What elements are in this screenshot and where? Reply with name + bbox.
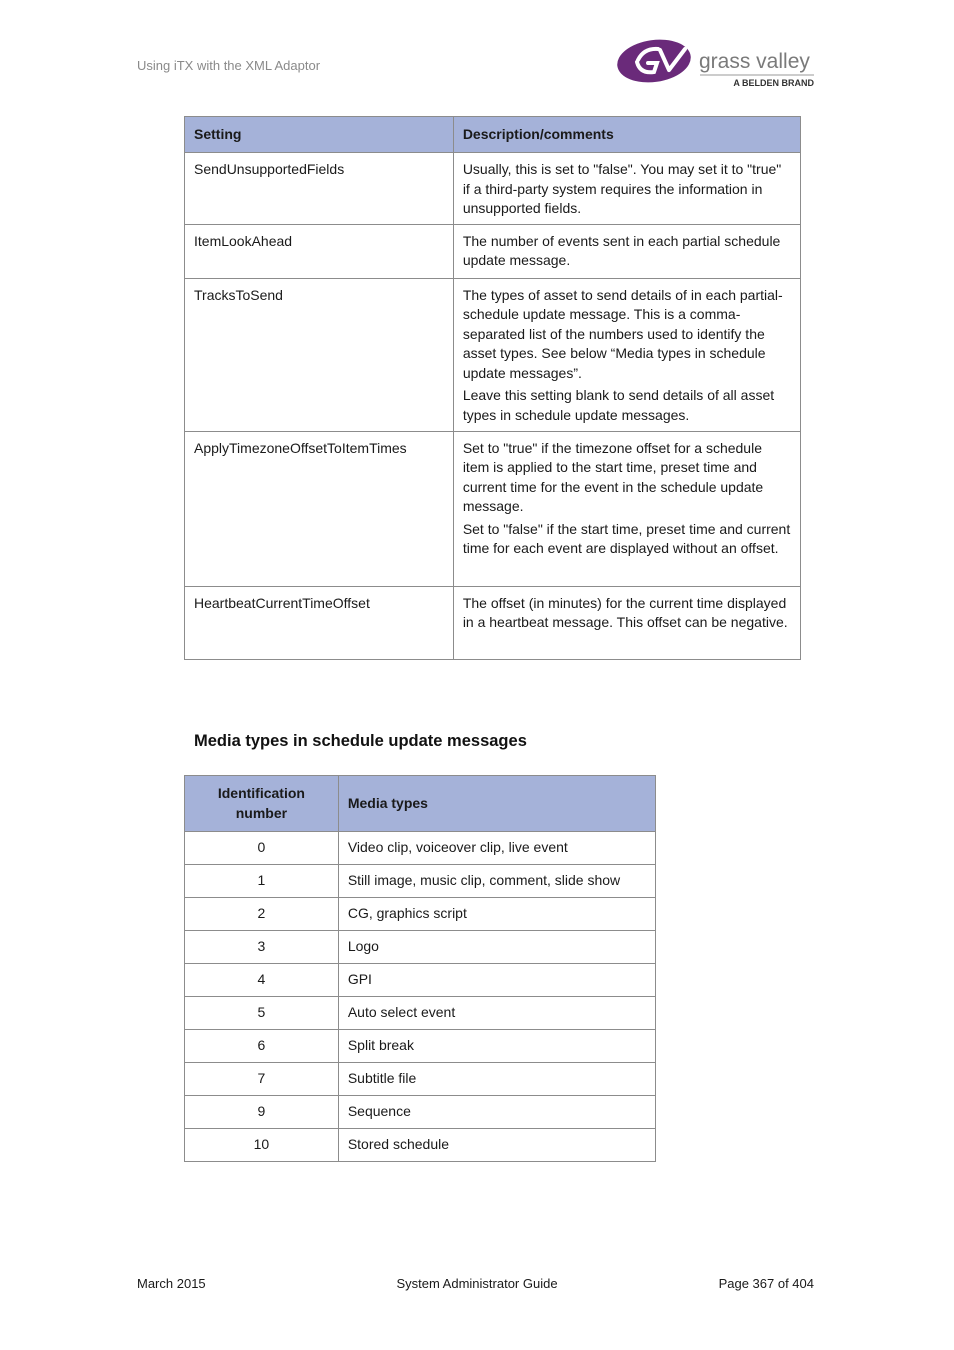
id-number: 6 <box>185 1030 339 1063</box>
footer-page-number: Page 367 of 404 <box>718 1276 814 1291</box>
table-row <box>185 898 656 931</box>
id-number: 1 <box>185 865 339 898</box>
id-number: 10 <box>185 1129 339 1162</box>
table-row <box>185 1096 656 1129</box>
footer-date: March 2015 <box>137 1276 206 1291</box>
grass-valley-logo <box>616 38 816 90</box>
setting-name: TracksToSend <box>185 278 454 431</box>
media-type: Still image, music clip, comment, slide show <box>338 865 655 898</box>
table-row <box>185 586 801 659</box>
setting-description <box>453 278 800 431</box>
table-row <box>185 964 656 997</box>
setting-column-header: Setting <box>185 117 454 153</box>
description-paragraph: The types of asset to send details of in each partial-schedule update message. This is a comma-separated list of the numbers used to identify the asset types. See below “Media types in schedule update messages”. <box>462 286 783 381</box>
media-type: Video clip, voiceover clip, live event <box>338 832 655 865</box>
table-row <box>185 278 801 431</box>
table-row <box>185 1129 656 1162</box>
setting-description <box>453 224 800 278</box>
id-number: 0 <box>185 832 339 865</box>
media-header-row <box>185 776 656 832</box>
id-number: 2 <box>185 898 339 931</box>
setting-description <box>453 586 800 659</box>
description-paragraph: Set to "true" if the timezone offset for a schedule item is applied to the start time, preset time and current time for the event in the schedule update message. <box>462 439 764 514</box>
table-row <box>185 1063 656 1096</box>
running-header: Using iTX with the XML Adaptor <box>137 58 321 73</box>
media-type: GPI <box>338 964 655 997</box>
media-type: CG, graphics script <box>338 898 655 931</box>
settings-header-row <box>185 117 801 153</box>
table-row <box>185 224 801 278</box>
media-type: Split break <box>338 1030 655 1063</box>
logo-wordmark: grass valley <box>699 50 810 73</box>
logo-tagline: A BELDEN BRAND <box>733 78 814 88</box>
media-type: Stored schedule <box>338 1129 655 1162</box>
setting-description <box>453 431 800 586</box>
table-row <box>185 153 801 225</box>
id-column-header: Identification number <box>185 776 339 832</box>
section-heading: Media types in schedule update messages <box>194 732 527 750</box>
setting-name: ApplyTimezoneOffsetToItemTimes <box>185 431 454 586</box>
setting-name: HeartbeatCurrentTimeOffset <box>185 586 454 659</box>
settings-table <box>184 116 801 660</box>
id-number: 5 <box>185 997 339 1030</box>
media-type: Sequence <box>338 1096 655 1129</box>
description-paragraph: Usually, this is set to "false". You may set it to "true" if a third-party system requires the information in unsupported fields. <box>462 161 782 216</box>
setting-description <box>453 153 800 225</box>
description-paragraph: The number of events sent in each partial schedule update message. <box>462 232 781 268</box>
table-row <box>185 865 656 898</box>
table-row <box>185 997 656 1030</box>
media-type: Logo <box>338 931 655 964</box>
description-paragraph: The offset (in minutes) for the current time displayed in a heartbeat message. This offset can be negative. <box>462 594 788 630</box>
table-row <box>185 1030 656 1063</box>
description-column-header: Description/comments <box>453 117 800 153</box>
id-number: 3 <box>185 931 339 964</box>
id-number: 7 <box>185 1063 339 1096</box>
media-type-column-header: Media types <box>338 776 655 832</box>
table-row <box>185 832 656 865</box>
setting-name: ItemLookAhead <box>185 224 454 278</box>
setting-name: SendUnsupportedFields <box>185 153 454 225</box>
media-type: Subtitle file <box>338 1063 655 1096</box>
media-types-table <box>184 775 656 1162</box>
media-type: Auto select event <box>338 997 655 1030</box>
table-row <box>185 431 801 586</box>
description-paragraph: Set to "false" if the start time, preset time and current time for each event are displayed without an offset. <box>462 520 791 556</box>
table-row <box>185 931 656 964</box>
description-paragraph: Leave this setting blank to send details of all asset types in schedule update messages. <box>462 387 775 423</box>
id-number: 9 <box>185 1096 339 1129</box>
id-number: 4 <box>185 964 339 997</box>
footer-guide-title: System Administrator Guide <box>396 1276 558 1291</box>
